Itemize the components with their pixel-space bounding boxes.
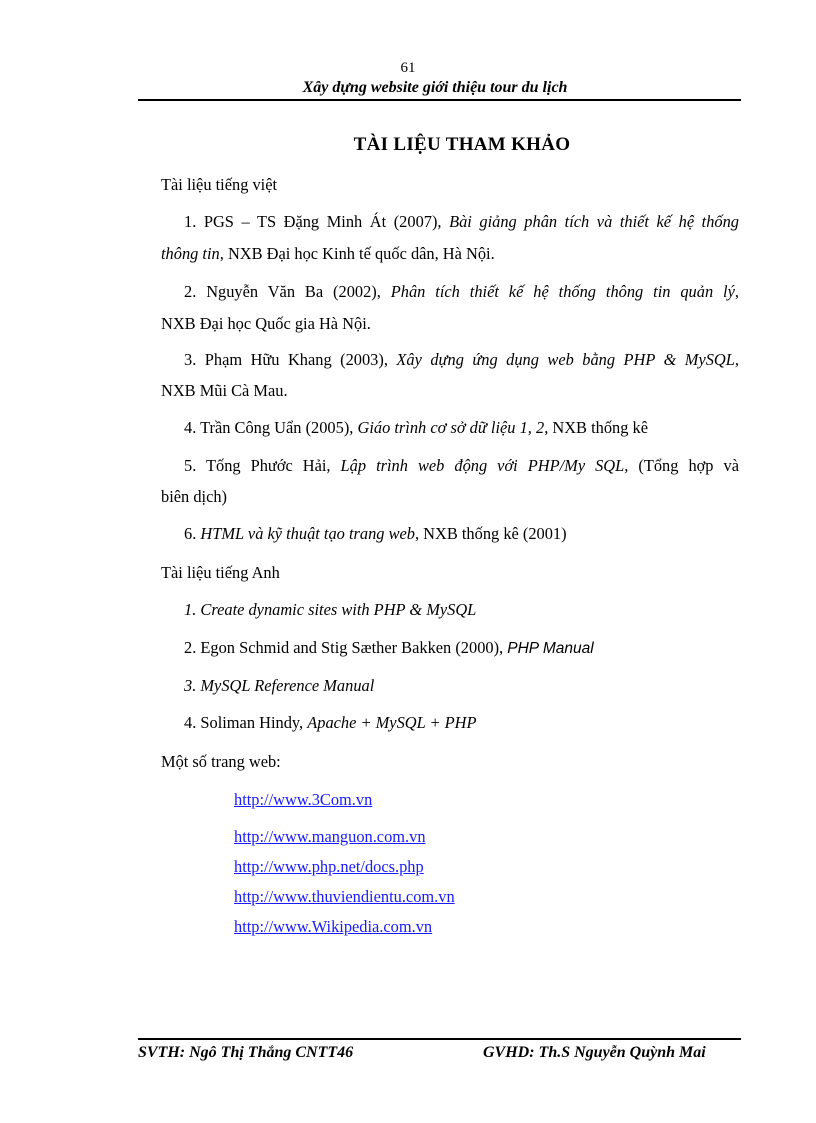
website-link-text[interactable]: http://www.php.net/docs.php xyxy=(234,857,424,876)
section-heading-websites: Một số trang web: xyxy=(161,752,281,771)
reference-item: 2. Egon Schmid and Stig Sæther Bakken (2000), PHP Manual xyxy=(184,638,594,657)
website-link[interactable] xyxy=(234,790,372,810)
page-title: TÀI LIỆU THAM KHẢO xyxy=(353,134,571,155)
running-title: Xây dựng website giới thiệu tour du lịch xyxy=(302,79,568,96)
website-link-text[interactable]: http://www.thuviendientu.com.vn xyxy=(234,887,455,906)
reference-item: 1. PGS – TS Đặng Minh Át (2007), Bài giảng phân tích và thiết kế hệ thống xyxy=(184,212,739,231)
reference-item: 6. HTML và kỹ thuật tạo trang web, NXB thống kê (2001) xyxy=(184,524,567,543)
reference-item: 3. MySQL Reference Manual xyxy=(184,676,375,695)
reference-item-cont: biên dịch) xyxy=(161,487,227,506)
website-link-text[interactable]: http://www.manguon.com.vn xyxy=(234,827,426,846)
footer-student: SVTH: Ngô Thị Thắng CNTT46 xyxy=(138,1044,354,1061)
reference-item: 4. Trần Công Uẩn (2005), Giáo trình cơ sở dữ liệu 1, 2, NXB thống kê xyxy=(184,418,648,437)
reference-item: 5. Tống Phước Hải, Lập trình web động với PHP/My SQL, (Tổng hợp và xyxy=(184,456,739,475)
website-link[interactable] xyxy=(234,857,424,877)
reference-item: 4. Soliman Hindy, Apache + MySQL + PHP xyxy=(184,713,477,732)
website-link-text[interactable]: http://www.3Com.vn xyxy=(234,790,373,809)
section-heading-vietnamese: Tài liệu tiếng việt xyxy=(161,175,278,194)
footer-advisor: GVHD: Th.S Nguyễn Quỳnh Mai xyxy=(483,1044,706,1061)
page-number: 61 xyxy=(400,60,416,76)
website-link-text[interactable]: http://www.Wikipedia.com.vn xyxy=(234,917,433,936)
section-heading-english: Tài liệu tiếng Anh xyxy=(161,563,280,582)
header-rule xyxy=(138,99,741,101)
website-link[interactable] xyxy=(234,887,455,907)
reference-item-cont: NXB Đại học Quốc gia Hà Nội. xyxy=(161,314,371,333)
reference-item-cont: thông tin, NXB Đại học Kinh tế quốc dân, Hà Nội. xyxy=(161,244,495,263)
reference-item: 3. Phạm Hữu Khang (2003), Xây dựng ứng dụng web bằng PHP & MySQL, xyxy=(184,350,739,369)
reference-item: 1. Create dynamic sites with PHP & MySQL xyxy=(184,600,477,619)
reference-item-cont: NXB Mũi Cà Mau. xyxy=(161,381,288,400)
website-link[interactable] xyxy=(234,827,426,847)
reference-item: 2. Nguyễn Văn Ba (2002), Phân tích thiết kế hệ thống thông tin quản lý, xyxy=(184,282,739,301)
footer-rule xyxy=(138,1038,741,1040)
website-link[interactable] xyxy=(234,917,432,937)
